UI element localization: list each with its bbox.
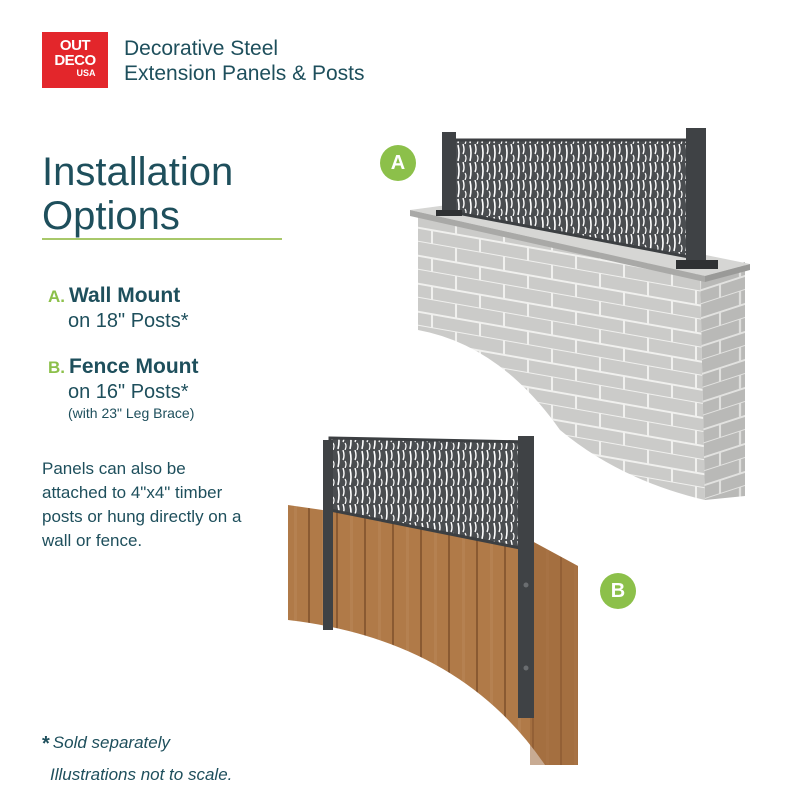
logo-line3: USA — [76, 68, 96, 78]
fence-post-left — [323, 440, 333, 630]
fence-mount-illustration — [288, 436, 578, 765]
option-b-sub: on 16" Posts* — [68, 381, 189, 403]
footnote-asterisk: * — [42, 733, 50, 755]
option-b-letter: B. — [48, 358, 65, 377]
brick-wall-side — [700, 262, 745, 500]
section-title-line2: Options — [42, 194, 180, 238]
option-b-note: (with 23" Leg Brace) — [68, 405, 195, 421]
footnote-scale: Illustrations not to scale. — [50, 765, 233, 784]
header-title-line2: Extension Panels & Posts — [124, 62, 365, 85]
body-text: Panels can also be attached to 4"x4" timber posts or hung directly on a wall or fence. — [42, 459, 242, 550]
option-b-name: Fence Mount — [69, 355, 199, 378]
option-a-sub: on 18" Posts* — [68, 310, 189, 332]
option-a-name: Wall Mount — [69, 284, 181, 307]
logo-line1: OUT — [59, 37, 91, 54]
badge-b: B — [600, 573, 636, 609]
logo-line2: DECO — [54, 52, 96, 69]
fence-post-right — [518, 436, 534, 718]
header-title-line1: Decorative Steel — [124, 37, 279, 60]
wall-post-left — [442, 132, 456, 214]
section-title-line1: Installation — [42, 150, 234, 194]
footnote-sold-text: Sold separately — [52, 733, 170, 752]
wall-post-right — [686, 128, 706, 266]
option-a-letter: A. — [48, 287, 65, 306]
badge-a: A — [380, 145, 416, 181]
